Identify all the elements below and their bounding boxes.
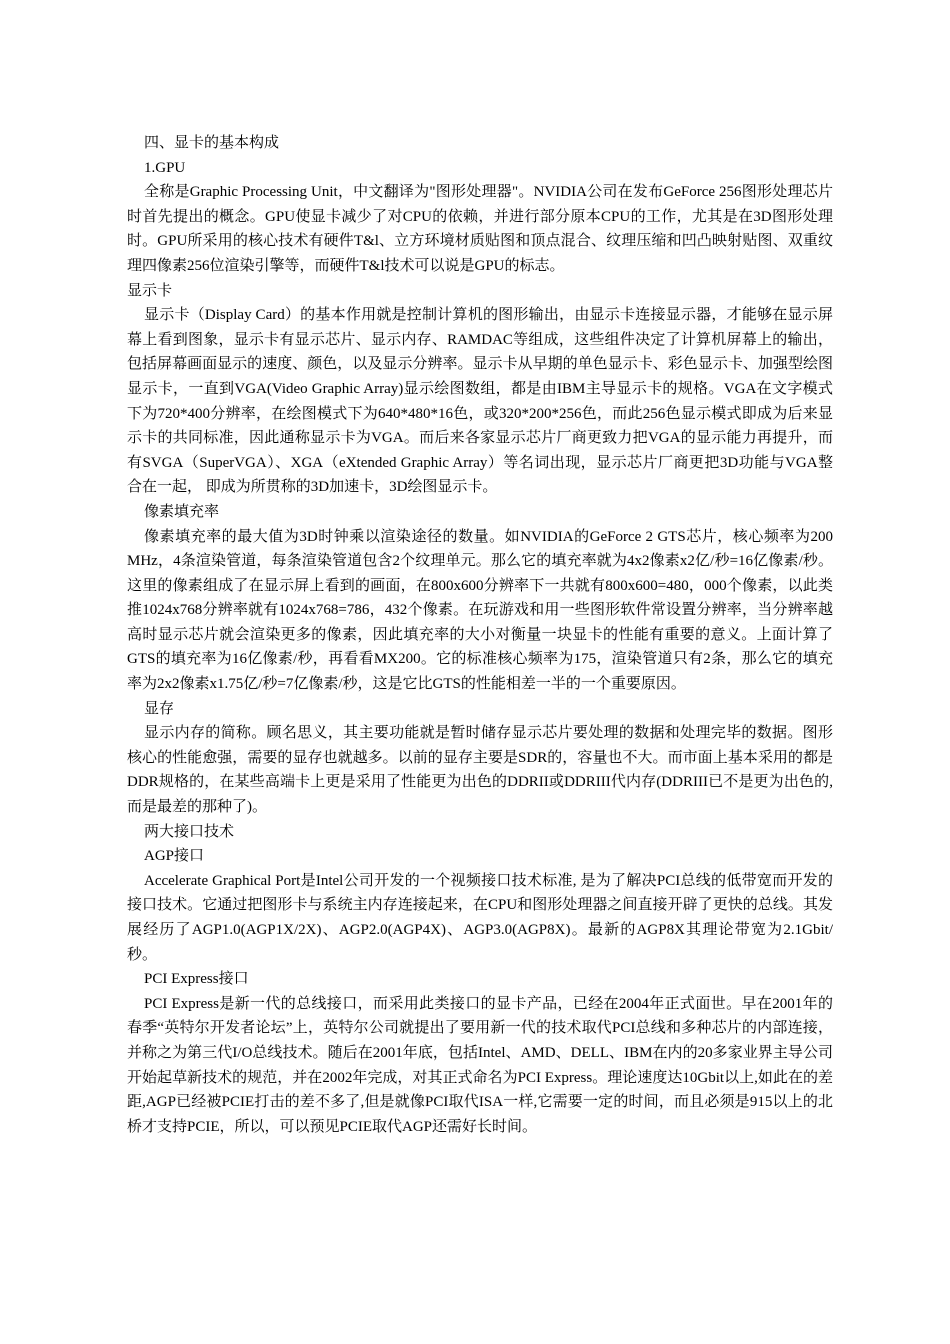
- document-title: 四、显卡的基本构成: [144, 135, 280, 151]
- paragraph-pci-express: PCI Express是新一代的总线接口，而采用此类接口的显卡产品，已经在2004年正式面世。早在2001年的春季“英特尔开发者论坛”上，英特尔公司就提出了要用新一代的技术取代PCI总线和多种芯片的内部连接，并称之为第三代I/O总线技术。随后在2001年底，包括Intel、AMD、DELL、IBM在内的20多家业界主导公司开始起草新技术的规范，并在2002年完成，对其正式命名为PCI Express。理论速度达10Gbit以上,如此在的差距,AGP已经被PCIE打击的差不多了,但是就像PCI取代ISA一样,它需要一定的时间，而且必须是915以上的北桥才支持PCIE，所以，可以预见PCIE取代AGP还需好长时间。: [127, 995, 833, 1135]
- section-heading-agp: AGP接口: [144, 848, 205, 865]
- section-heading-video-memory: 显存: [144, 700, 175, 717]
- paragraph-gpu: 全称是Graphic Processing Unit，中文翻译为"图形处理器"。NVIDIA公司在发布GeForce 256图形处理芯片时首先提出的概念。GPU使显卡减少了对CPU的依赖，并进行部分原本CPU的工作，尤其是在3D图形处理时。GPU所采用的核心技术有硬件T&l、立方环境材质贴图和顶点混合、纹理压缩和凹凸映射贴图、双重纹理四像素256位渲染引擎等，而硬件T&l技术可以说是GPU的标志。: [127, 184, 833, 274]
- paragraph-agp: Accelerate Graphical Port是Intel公司开发的一个视频接口技术标准, 是为了解决PCI总线的低带宽而开发的接口技术。它通过把图形卡与系统主内存连接起来，在CPU和图形处理器之间直接开辟了更快的总线。其发展经历了AGP1.0(AGP1X/2X)、AGP2.0(AGP4X)、AGP3.0(AGP8X)。最新的AGP8X其理论带宽为2.1Gbit/秒。: [127, 872, 833, 963]
- section-heading-pci-express: PCI Express接口: [144, 971, 249, 988]
- section-heading-interfaces: 两大接口技术: [144, 823, 235, 840]
- section-heading-display-card: 显示卡: [127, 282, 173, 299]
- paragraph-video-memory: 显示内存的简称。顾名思义，其主要功能就是暂时储存显示芯片要处理的数据和处理完毕的数据。图形核心的性能愈强，需要的显存也就越多。以前的显存主要是SDR的，容量也不大。而市面上基本采用的都是DDR规格的，在某些高端卡上更是采用了性能更为出色的DDRII或DDRIII代内存(DDRIII已不是更为出色的,而是最差的那种了)。: [127, 725, 833, 816]
- section-heading-fill-rate: 像素填充率: [144, 503, 220, 520]
- document-body: [127, 131, 833, 1139]
- paragraph-display-card: 显示卡（Display Card）的基本作用就是控制计算机的图形输出，由显示卡连接显示器，才能够在显示屏幕上看到图象，显示卡有显示芯片、显示内存、RAMDAC等组成，这些组件决定了计算机屏幕上的输出，包括屏幕画面显示的速度、颜色，以及显示分辨率。显示卡从早期的单色显示卡、彩色显示卡、加强型绘图显示卡，一直到VGA(Video Graphic Array)显示绘图数组，都是由IBM主导显示卡的规格。VGA在文字模式下为720*400分辨率，在绘图模式下为640*480*16色，或320*200*256色，而此256色显示模式即成为后来显示卡的共同标准，因此通称显示卡为VGA。而后来各家显示芯片厂商更致力把VGA的显示能力再提升，而有SVGA（SuperVGA）、XGA（eXtended Graphic Array）等名词出现，显示芯片厂商更把3D功能与VGA整合在一起， 即成为所贯称的3D加速卡，3D绘图显示卡。: [127, 307, 833, 496]
- paragraph-fill-rate: 像素填充率的最大值为3D时钟乘以渲染途径的数量。如NVIDIA的GeForce 2 GTS芯片，核心频率为200 MHz，4条渲染管道，每条渲染管道包含2个纹理单元。那么它的填充率就为4x2像素x2亿/秒=16亿像素/秒。这里的像素组成了在显示屏上看到的画面，在800x600分辨率下一共就有800x600=480，000个像素，以此类推1024x768分辨率就有1024x768=786，432个像素。在玩游戏和用一些图形软件常设置分辨率，当分辨率越高时显示芯片就会渲染更多的像素，因此填充率的大小对衡量一块显卡的性能有重要的意义。上面计算了GTS的填充率为16亿像素/秒，再看看MX200。它的标准核心频率为175，渲染管道只有2条，那么它的填充率为2x2像素x1.75亿/秒=7亿像素/秒，这是它比GTS的性能相差一半的一个重要原因。: [127, 528, 833, 693]
- section-heading-gpu: 1.GPU: [144, 159, 186, 176]
